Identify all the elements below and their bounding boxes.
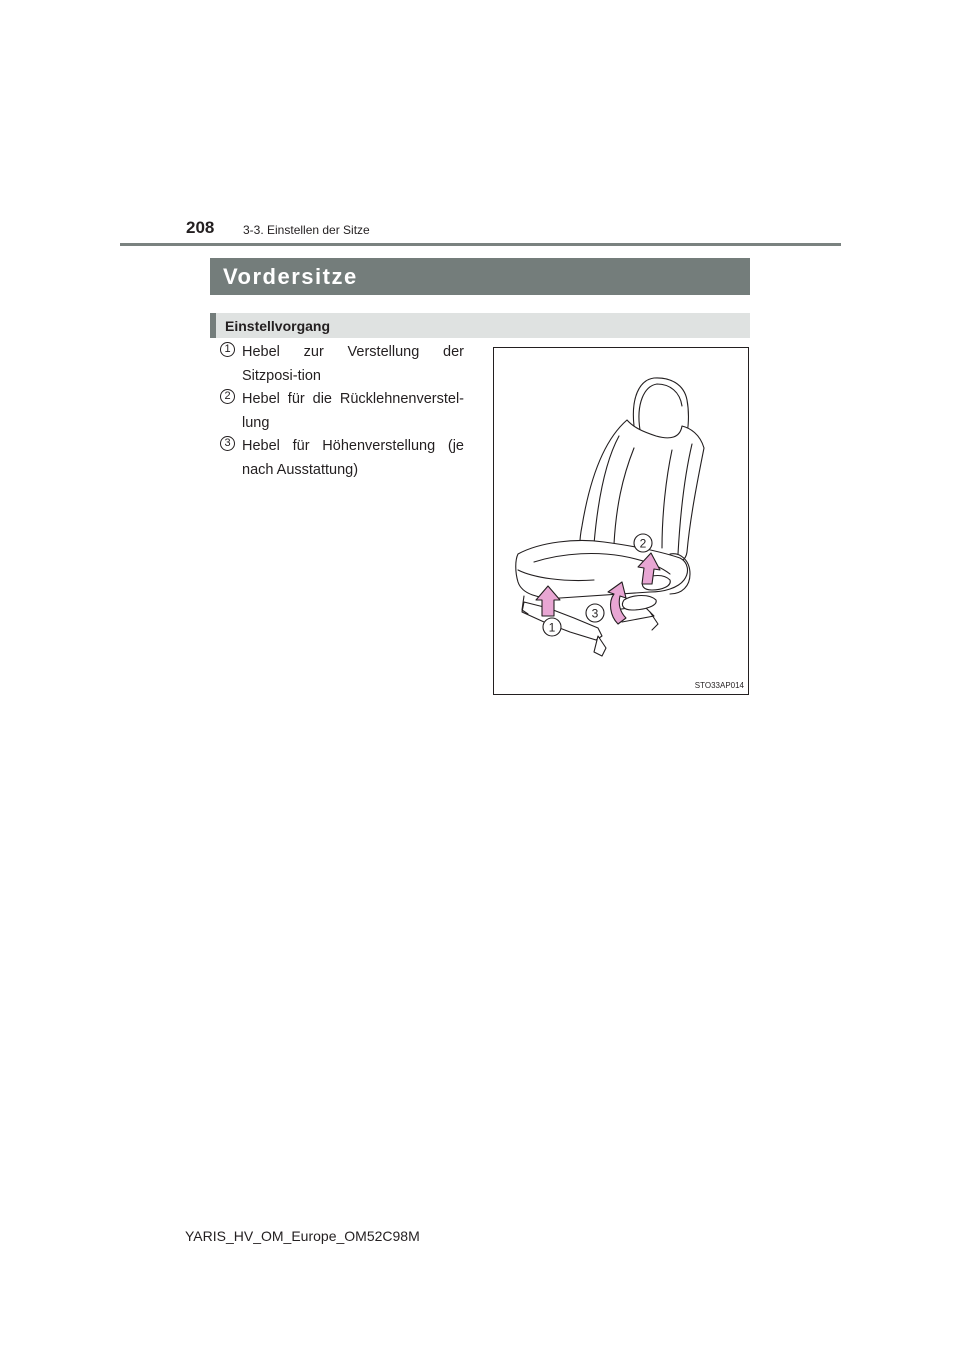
callout-label-2: 2 <box>639 536 647 551</box>
item-text: Hebel zur Verstellung der Sitzposi-tion <box>242 344 464 384</box>
footer-doc-id: YARIS_HV_OM_Europe_OM52C98M <box>185 1228 420 1244</box>
item-text: Hebel für die Rücklehnenverstel-lung <box>242 391 464 431</box>
item-number-badge: 1 <box>220 342 235 357</box>
figure-code: STO33AP014 <box>694 681 744 690</box>
height-lever <box>622 596 656 611</box>
callout-label-3: 3 <box>591 606 599 621</box>
section-title: Vordersitze <box>223 264 358 289</box>
seat-foot-right <box>650 612 658 630</box>
subsection-bar <box>210 313 216 338</box>
seat-illustration-figure <box>493 347 749 695</box>
seat-illustration <box>494 348 750 696</box>
item-number-badge: 2 <box>220 389 235 404</box>
section-banner <box>210 258 750 295</box>
item-text: Hebel für Höhenverstellung (je nach Ausstattung) <box>242 438 464 478</box>
callout-label-1: 1 <box>548 620 556 635</box>
subsection-banner <box>210 313 750 338</box>
header-rule <box>120 243 841 246</box>
chapter-title: 3-3. Einstellen der Sitze <box>243 223 370 237</box>
subsection-title: Einstellvorgang <box>225 318 331 334</box>
page-number: 208 <box>186 218 215 237</box>
item-number-badge: 3 <box>220 436 235 451</box>
